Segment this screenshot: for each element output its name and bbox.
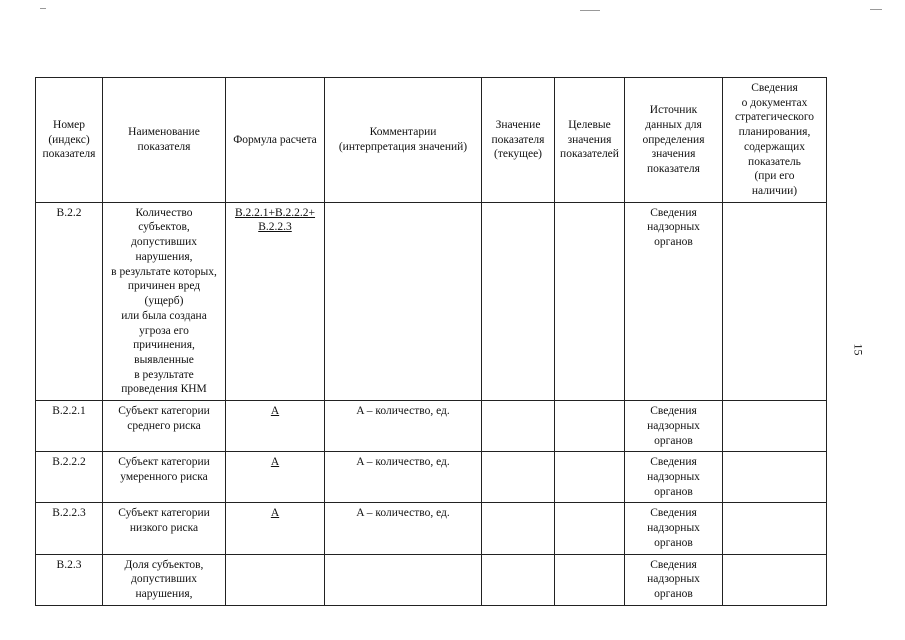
- scan-speck: [40, 8, 46, 9]
- cell-target-value: [555, 202, 625, 400]
- cell-index: B.2.3: [36, 554, 103, 605]
- col-header-name: Наименование показателя: [103, 78, 226, 203]
- cell-name: Доля субъектов, допустивших нарушения,: [103, 554, 226, 605]
- cell-comment: A – количество, ед.: [325, 401, 482, 452]
- cell-comment: A – количество, ед.: [325, 503, 482, 554]
- cell-data-source: Сведения надзорных органов: [625, 452, 723, 503]
- indicators-table: [35, 77, 827, 606]
- cell-data-source: Сведения надзорных органов: [625, 554, 723, 605]
- cell-current-value: [482, 202, 555, 400]
- cell-formula: [226, 554, 325, 605]
- cell-name: Субъект категории среднего риска: [103, 401, 226, 452]
- table-row: [36, 202, 827, 400]
- cell-comment: [325, 554, 482, 605]
- cell-comment: [325, 202, 482, 400]
- cell-current-value: [482, 554, 555, 605]
- cell-formula: A: [226, 401, 325, 452]
- cell-formula: B.2.2.1+B.2.2.2+ B.2.2.3: [226, 202, 325, 400]
- cell-index: B.2.2.3: [36, 503, 103, 554]
- cell-data-source: Сведения надзорных органов: [625, 401, 723, 452]
- cell-data-source: Сведения надзорных органов: [625, 503, 723, 554]
- table-row: [36, 401, 827, 452]
- cell-index: B.2.2.2: [36, 452, 103, 503]
- col-header-target-value: Целевые значения показателей: [555, 78, 625, 203]
- cell-name: Субъект категории умеренного риска: [103, 452, 226, 503]
- col-header-current-value: Значение показателя (текущее): [482, 78, 555, 203]
- table-row: [36, 452, 827, 503]
- table-header-row: [36, 78, 827, 203]
- cell-index: B.2.2.1: [36, 401, 103, 452]
- cell-current-value: [482, 503, 555, 554]
- cell-name: Субъект категории низкого риска: [103, 503, 226, 554]
- cell-strategic-docs: [723, 503, 827, 554]
- scan-speck: [870, 9, 882, 10]
- table-row: [36, 503, 827, 554]
- cell-current-value: [482, 401, 555, 452]
- cell-target-value: [555, 503, 625, 554]
- page-number: 15: [851, 343, 866, 356]
- cell-strategic-docs: [723, 202, 827, 400]
- cell-index: B.2.2: [36, 202, 103, 400]
- cell-formula: A: [226, 503, 325, 554]
- scan-speck: [580, 10, 600, 11]
- cell-name: Количество субъектов, допустивших нарушения, в результате которых, причинен вред (ущерб) или была создана угроза его причинения, выявленные в результате проведения КНМ: [103, 202, 226, 400]
- cell-strategic-docs: [723, 452, 827, 503]
- cell-target-value: [555, 452, 625, 503]
- table-row: [36, 554, 827, 605]
- col-header-data-source: Источник данных для определения значения показателя: [625, 78, 723, 203]
- cell-formula: A: [226, 452, 325, 503]
- cell-comment: A – количество, ед.: [325, 452, 482, 503]
- col-header-strategic-docs: Сведения о документах стратегического планирования, содержащих показатель (при его наличии): [723, 78, 827, 203]
- col-header-index: Номер (индекс) показателя: [36, 78, 103, 203]
- cell-current-value: [482, 452, 555, 503]
- cell-strategic-docs: [723, 401, 827, 452]
- cell-target-value: [555, 554, 625, 605]
- cell-strategic-docs: [723, 554, 827, 605]
- col-header-formula: Формула расчета: [226, 78, 325, 203]
- cell-target-value: [555, 401, 625, 452]
- col-header-comment: Комментарии (интерпретация значений): [325, 78, 482, 203]
- cell-data-source: Сведения надзорных органов: [625, 202, 723, 400]
